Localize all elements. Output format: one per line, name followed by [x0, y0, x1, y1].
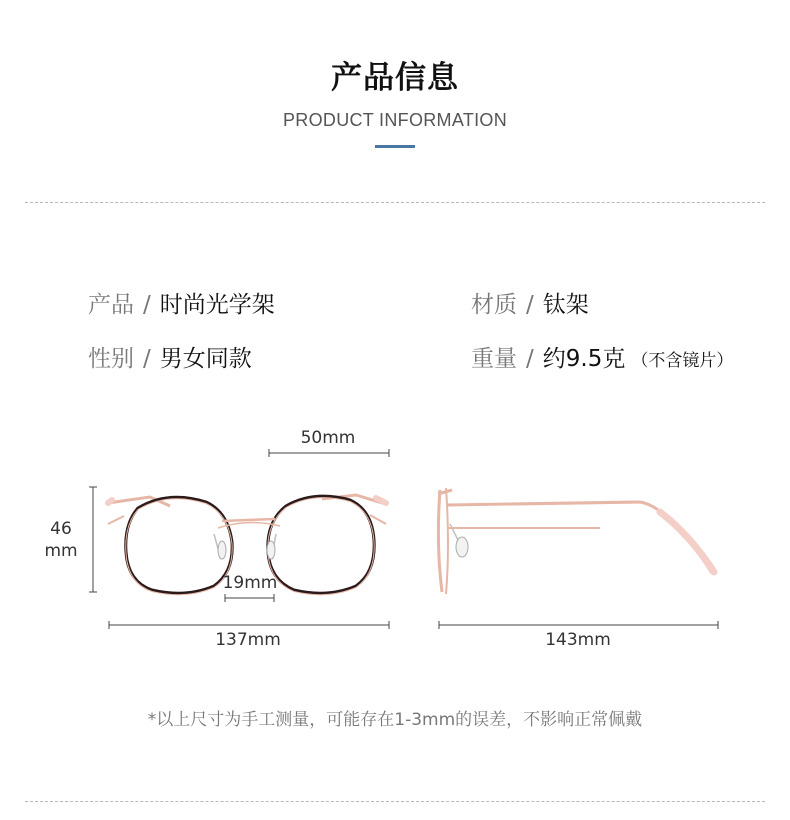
spec-material-value: 钛架 — [542, 292, 589, 318]
side-nose-pad — [456, 537, 468, 557]
lens-height-unit: mm — [44, 541, 78, 561]
glasses-side-view — [420, 470, 730, 640]
spec-product — [88, 286, 275, 319]
spec-material — [471, 286, 589, 319]
spec-separator: / — [526, 346, 534, 372]
section-subtitle: PRODUCT INFORMATION — [282, 110, 508, 130]
spec-weight-value: 约9.5克 — [542, 346, 626, 372]
lens-height-label — [38, 518, 84, 562]
measurement-disclaimer: *以上尺寸为手工测量，可能存在1-3mm的误差，不影响正常佩戴 — [147, 710, 643, 730]
spec-weight — [471, 340, 733, 373]
spec-gender-label: 性别 — [88, 346, 134, 372]
spec-separator: / — [526, 292, 534, 318]
side-frame-front — [438, 490, 442, 592]
temple-arm — [448, 502, 712, 573]
section-title: 产品信息 — [331, 60, 459, 96]
lens-height-value: 46 — [50, 519, 72, 539]
bottom-divider — [25, 801, 765, 802]
spec-weight-note: （不含镜片） — [631, 351, 734, 371]
spec-weight-label: 重量 — [471, 346, 517, 372]
spec-separator: / — [143, 292, 151, 318]
left-nose-pad — [218, 541, 226, 559]
frame-width-label: 137mm — [215, 630, 281, 650]
spec-product-value: 时尚光学架 — [159, 292, 275, 318]
spec-material-label: 材质 — [471, 292, 517, 318]
title-accent-bar — [375, 145, 415, 148]
spec-separator: / — [143, 346, 151, 372]
right-nose-pad — [267, 541, 275, 559]
temple-tip — [660, 512, 714, 572]
spec-product-label: 产品 — [88, 292, 134, 318]
spec-gender — [88, 340, 252, 373]
lens-width-label: 50mm — [300, 428, 356, 448]
spec-gender-value: 男女同款 — [159, 346, 252, 372]
bridge-bar — [222, 519, 275, 521]
temple-length-label: 143mm — [545, 630, 611, 650]
bridge-label: 19mm — [222, 573, 278, 593]
top-divider — [25, 202, 765, 203]
